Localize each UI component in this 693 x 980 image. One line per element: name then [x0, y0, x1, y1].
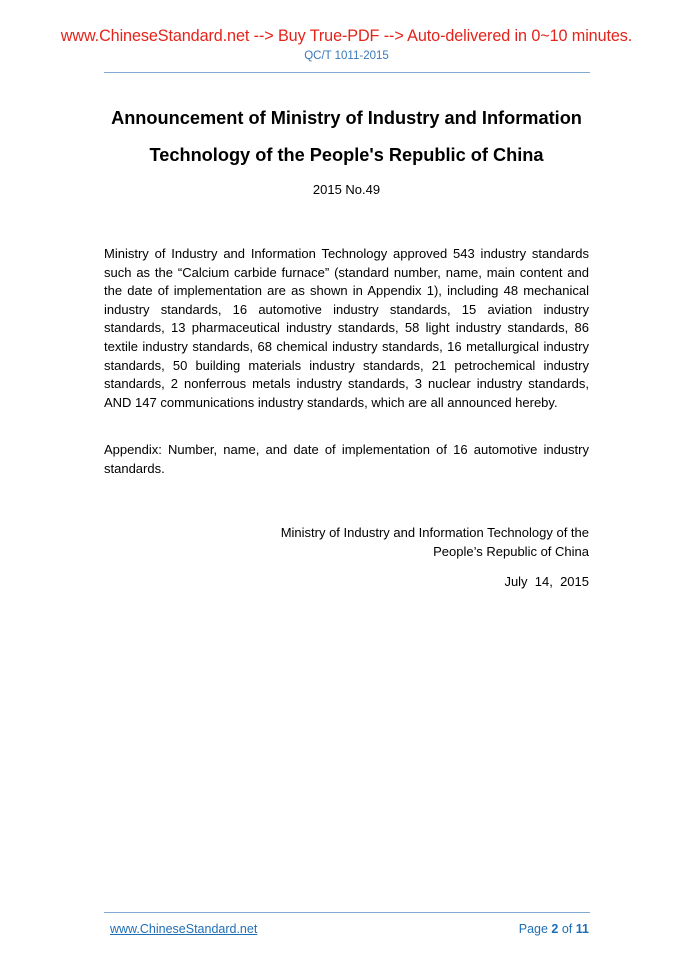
page-of-label: of — [561, 922, 573, 936]
footer-divider — [104, 912, 590, 913]
appendix-paragraph: Appendix: Number, name, and date of implementation of 16 automotive industry standards. — [104, 442, 589, 476]
announcement-title — [90, 100, 603, 174]
page-label: Page — [518, 922, 548, 936]
title-line-2: Technology of the People's Republic of China — [149, 145, 544, 165]
page-indicator — [519, 922, 589, 936]
document-code: QC/T 1011-2015 — [304, 50, 389, 62]
announcement-body-paragraph: Ministry of Industry and Information Technology approved 543 industry standards such as the “Calcium carbide furnace” (standard number, name, main content and the date of implementation are as shown in Appendix 1), including 48 mechanical industry standards, 16 automotive industry standards, 15 aviation industry standards, 13 pharmaceutical industry standards, 58 light industry standards, 86 textile industry standards, 68 chemical industry standards, 16 metallurgical industry standards, 50 building materials industry standards, 21 petrochemical industry standards, 2 nonferrous metals industry standards, 3 nuclear industry standards, AND 147 communications industry standards, which are all announced hereby. — [104, 246, 589, 410]
issue-date: July 14, 2015 — [504, 574, 589, 589]
signature-line-1: Ministry of Industry and Information Technology of the — [280, 525, 589, 540]
footer-site-link[interactable]: www.ChineseStandard.net — [110, 922, 258, 936]
header-divider — [104, 72, 590, 73]
page-current: 2 — [551, 922, 559, 936]
signature-line-2: People’s Republic of China — [433, 544, 589, 559]
page-total: 11 — [575, 922, 589, 936]
title-line-1: Announcement of Ministry of Industry and Information — [111, 108, 582, 128]
issuer-signature — [200, 523, 589, 561]
buy-pdf-banner[interactable]: www.ChineseStandard.net --> Buy True-PDF --> Auto-delivered in 0~10 minutes. — [60, 27, 633, 45]
announcement-number: 2015 No.49 — [312, 182, 381, 197]
